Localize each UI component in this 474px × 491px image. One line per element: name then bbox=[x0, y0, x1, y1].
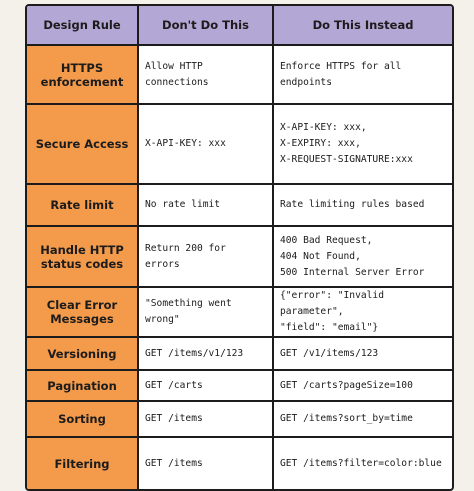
header-dont-do-this: Don't Do This bbox=[139, 6, 274, 44]
dont-cell: "Something went wrong" bbox=[139, 288, 274, 336]
dont-cell: Return 200 for errors bbox=[139, 227, 274, 286]
dont-cell: GET /carts bbox=[139, 371, 274, 400]
dont-cell: X-API-KEY: xxx bbox=[139, 105, 274, 183]
table-row bbox=[27, 436, 452, 489]
rule-cell: Versioning bbox=[27, 338, 139, 369]
do-cell: X-API-KEY: xxx, X-EXPIRY: xxx, X-REQUEST-SIGNATURE:xxx bbox=[280, 122, 413, 165]
rule-cell: HTTPS enforcement bbox=[27, 46, 139, 103]
table-header-row bbox=[27, 6, 452, 44]
do-cell: GET /carts?pageSize=100 bbox=[280, 379, 413, 391]
rule-cell: Clear Error Messages bbox=[27, 288, 139, 336]
dont-cell: Allow HTTP connections bbox=[139, 46, 274, 103]
table-row bbox=[27, 225, 452, 286]
dont-cell: GET /items bbox=[139, 438, 274, 489]
do-cell: GET /items?sort_by=time bbox=[280, 413, 413, 424]
do-cell: GET /v1/items/123 bbox=[280, 347, 379, 359]
do-cell: 400 Bad Request, 404 Not Found, 500 Internal Server Error bbox=[280, 234, 425, 278]
table-row bbox=[27, 336, 452, 369]
rule-cell: Handle HTTP status codes bbox=[27, 227, 139, 286]
dont-cell: GET /items/v1/123 bbox=[139, 338, 274, 369]
dont-cell: GET /items bbox=[139, 402, 274, 436]
rule-cell: Filtering bbox=[27, 438, 139, 489]
do-cell: Enforce HTTPS for all endpoints bbox=[280, 60, 402, 88]
header-do-this-instead: Do This Instead bbox=[312, 18, 414, 32]
header-design-rule: Design Rule bbox=[27, 6, 139, 44]
table-row bbox=[27, 44, 452, 103]
rule-cell: Sorting bbox=[27, 402, 139, 436]
rule-cell: Pagination bbox=[27, 371, 139, 400]
table-row bbox=[27, 183, 452, 225]
table-row bbox=[27, 369, 452, 400]
do-cell: GET /items?filter=color:blue bbox=[280, 457, 442, 469]
dont-cell: No rate limit bbox=[139, 185, 274, 225]
do-cell: Rate limiting rules based bbox=[280, 199, 425, 210]
table-row bbox=[27, 400, 452, 436]
table-row bbox=[27, 103, 452, 183]
rule-cell: Rate limit bbox=[27, 185, 139, 225]
do-cell: {"error": "Invalid parameter", "field": "email"} bbox=[280, 290, 384, 333]
table-row bbox=[27, 286, 452, 336]
rule-cell: Secure Access bbox=[27, 105, 139, 183]
api-design-rules-table bbox=[25, 4, 454, 491]
